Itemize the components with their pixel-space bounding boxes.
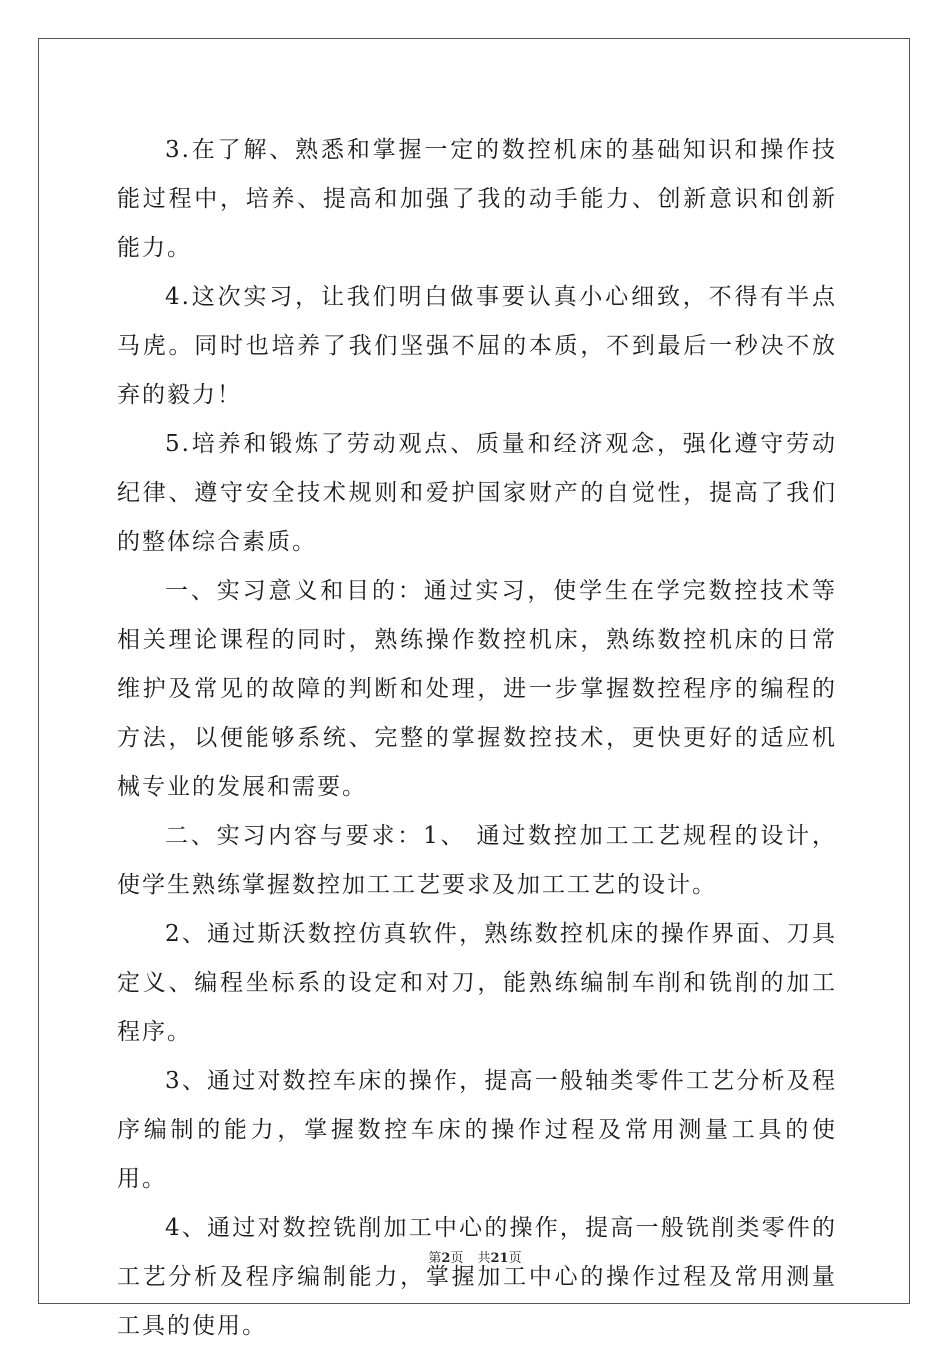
total-suffix: 页 xyxy=(508,1251,522,1266)
paragraph-5: 二、实习内容与要求：1、 通过数控加工工艺规程的设计，使学生熟练掌握数控加工工艺要求及加工工艺的设计。 xyxy=(117,823,837,898)
paragraph-3: 5.培养和锻炼了劳动观点、质量和经济观念，强化遵守劳动纪律、遵守安全技术规则和爱护国家财产的自觉性，提高了我们的整体综合素质。 xyxy=(117,431,837,555)
total-pages: 21 xyxy=(490,1251,509,1266)
paragraph-2: 4.这次实习，让我们明白做事要认真小心细致，不得有半点马虎。同时也培养了我们坚强不屈的本质，不到最后一秒决不放弃的毅力！ xyxy=(117,284,837,408)
paragraph-6: 2、通过斯沃数控仿真软件，熟练数控机床的操作界面、刀具定义、编程坐标系的设定和对刀，能熟练编制车削和铣削的加工程序。 xyxy=(117,921,837,1045)
page-suffix: 页 xyxy=(450,1251,464,1266)
paragraph-4: 一、实习意义和目的：通过实习，使学生在学完数控技术等相关理论课程的同时，熟练操作数控机床，熟练数控机床的日常维护及常见的故障的判断和处理，进一步掌握数控程序的编程的方法，以便能够系统、完整的掌握数控技术，更快更好的适应机械专业的发展和需要。 xyxy=(117,578,837,800)
paragraph-1: 3.在了解、熟悉和掌握一定的数控机床的基础知识和操作技能过程中，培养、提高和加强了我的动手能力、创新意识和创新能力。 xyxy=(117,137,837,261)
paragraph-8: 4、通过对数控铣削加工中心的操作，提高一般铣削类零件的工艺分析及程序编制能力，掌握加工中心的操作过程及常用测量工具的使用。 xyxy=(117,1215,837,1339)
page-number: 2 xyxy=(441,1251,451,1266)
document-body xyxy=(117,126,837,1351)
page-footer xyxy=(0,1247,950,1266)
page-prefix: 第 xyxy=(428,1251,442,1266)
total-prefix: 共 xyxy=(477,1251,491,1266)
paragraph-7: 3、通过对数控车床的操作，提高一般轴类零件工艺分析及程序编制的能力，掌握数控车床的操作过程及常用测量工具的使用。 xyxy=(117,1068,837,1192)
